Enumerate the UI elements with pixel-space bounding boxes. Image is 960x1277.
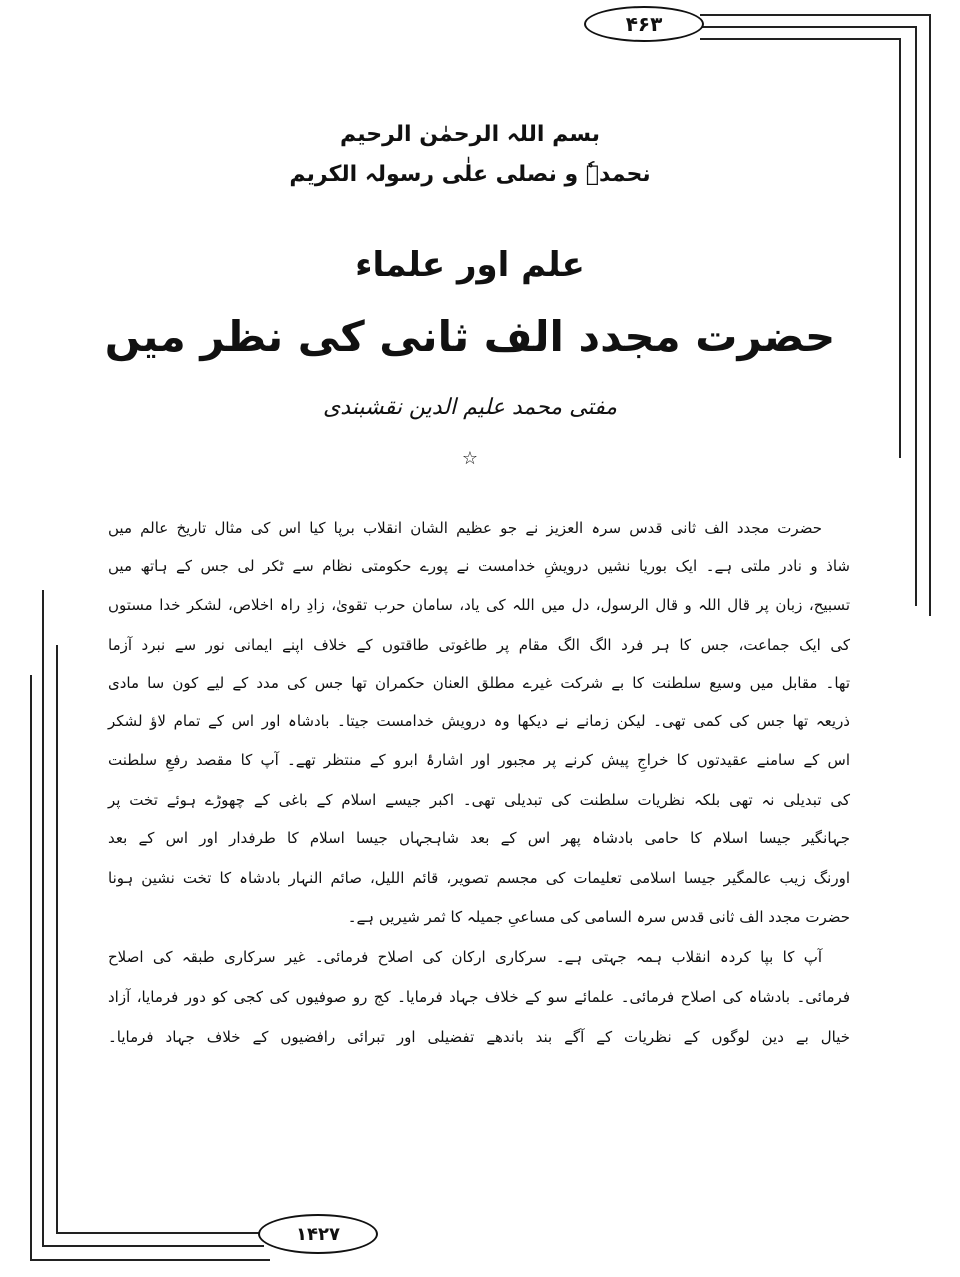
body-line: حضرت مجدد الف ثانی قدس سرہ العزیز نے جو عظیم الشان انقلاب برپا کیا اس کی مثال تاریخ عالم میں <box>108 519 822 537</box>
body-line: جہانگیر جیسا اسلام کا حامی بادشاہ پھر اس کے بعد شاہجہاں جیسا اسلام کا طرفدار اور اس کے بعد <box>108 829 850 847</box>
title-line-2: حضرت مجدد الف ثانی کی نظر میں <box>104 312 836 361</box>
page-number-top: ۴۶۳ <box>584 6 704 42</box>
body-line: خیال بے دین لوگوں کے نظریات کے آگے بند باندھے تفضیلی اور تبرائی رافضیوں کے خلاف جہاد فرمایا۔ <box>108 1028 850 1046</box>
star-ornament-icon: ☆ <box>461 448 479 469</box>
body-line: اورنگ زیب عالمگیر جیسا اسلامی تعلیمات کی مجسم تصویر، قائم اللیل، صائم النہار بادشاہ کا تخت نشین ہونا <box>108 869 850 887</box>
body-line: تھا۔ مقابل میں وسیع سلطنت کا بے شرکت غیرے مطلق العنان حکمران تھا جس کی مدد کے لیے کون سا مادی <box>108 674 850 692</box>
body-line: اس کے سامنے عقیدتوں کا خراجِ پیش کرنے پر مجبور اور اشارۂ ابرو کے منتظر تھے۔ آپ کا مقصد رفعِ سلطنت <box>108 751 850 769</box>
body-line: حضرت مجدد الف ثانی قدس سرہ السامی کی مساعیِ جمیلہ کا ثمر شیریں ہے۔ <box>347 908 850 926</box>
body-line: تسبیح، زبان پر قال اللہ و قال الرسول، دل میں اللہ کی یاد، سامان حرب تقویٰ، زادِ راہ اخلاص، لشکر خدا مستوں <box>108 596 850 614</box>
author-name: مفتی محمد علیم الدین نقشبندی <box>323 395 617 420</box>
title-line-1: علم اور علماء <box>355 245 585 285</box>
bismillah: بسم اللہ الرحمٰن الرحیم <box>339 122 600 147</box>
body-line: فرمائی۔ بادشاہ کی اصلاح فرمائی۔ علمائے سو کے خلاف جہاد فرمایا۔ کج رو صوفیوں کی کجی کو دور فرمایا، آزاد <box>108 988 850 1006</box>
page-number-bottom: ۱۴۲۷ <box>258 1214 378 1254</box>
salutation: نحمدہٗ و نصلی علٰی رسولہ الکریم <box>289 162 651 187</box>
body-line: کی تبدیلی نہ تھی بلکہ نظریات سلطنت کی تبدیلی تھی۔ اکبر جیسے اسلام کے باغی کے چھوڑے ہوئے تخت پر <box>108 791 850 809</box>
body-line: ذریعہ تھا جس کی کمی تھی۔ لیکن زمانے نے دیکھا وہ درویش خدامست جیتا۔ بادشاہ اور اس کے تمام لاؤ لشکر <box>108 712 850 730</box>
body-line: آپ کا بپا کردہ انقلاب ہمہ جہتی ہے۔ سرکاری ارکان کی اصلاح فرمائی۔ غیر سرکاری طبقہ کی اصلاح <box>108 948 822 966</box>
body-line: شاذ و نادر ملتی ہے۔ ایک بوریا نشیں درویشِ خدامست نے پورے حکومتی نظام سے ٹکر لی جس کے ہاتھ میں <box>108 557 850 575</box>
body-line: کی ایک جماعت، جس کا ہر فرد الگ الگ مقام پر طاغوتی طاقتوں کے خلاف اپنے ایمانی نور سے نبرد آزما <box>108 636 850 654</box>
